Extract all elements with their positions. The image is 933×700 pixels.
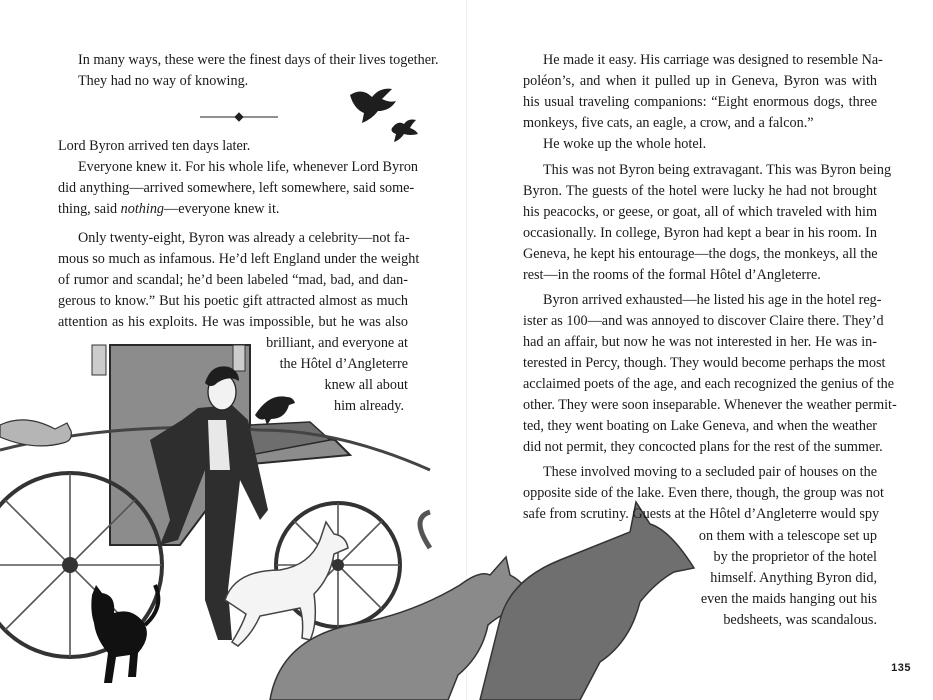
paragraph-line: Byron. The guests of the hotel were lucky he had not brought <box>523 183 877 199</box>
paragraph-line: attention as his exploits. He was impossible, but he was also <box>58 314 408 330</box>
paragraph-line: him already. <box>334 398 404 414</box>
paragraph-line: had an affair, but now he was not interested in her. He was in- <box>523 334 877 350</box>
left-page <box>0 0 466 700</box>
paragraph-line: opposite side of the lake. Even there, though, the group was not <box>523 485 884 501</box>
paragraph-line: bedsheets, was scandalous. <box>723 612 877 628</box>
paragraph-line: did not permit, they concocted plans for the rest of the summer. <box>523 439 883 455</box>
emphasis-text: nothing <box>120 201 165 217</box>
paragraph-line: his peacocks, or geese, or goat, all of which traveled with him <box>523 204 877 220</box>
paragraph-line: Geneva, he kept his entourage—the dogs, the monkeys, all the <box>523 246 878 262</box>
paragraph-line: rest—in the rooms of the formal Hôtel d’Angleterre. <box>523 267 821 283</box>
paragraph-line: Byron arrived exhausted—he listed his age in the hotel reg- <box>543 292 882 308</box>
paragraph-line: knew all about <box>324 377 408 393</box>
paragraph-line: They had no way of knowing. <box>78 73 249 89</box>
paragraph-line: occasionally. In college, Byron had kept a bear in his room. In <box>523 225 877 241</box>
paragraph-line: ister as 100—and was annoyed to discover Claire there. They’d <box>523 313 884 329</box>
paragraph-line: safe from scrutiny. Guests at the Hôtel d’Angleterre would spy <box>523 506 880 522</box>
paragraph-line: other. They were soon inseparable. Whenever the weather permit- <box>523 397 897 413</box>
paragraph-line: by the proprietor of the hotel <box>713 549 877 565</box>
paragraph-line: gerous to know.” But his poetic gift attracted almost as much <box>58 293 408 309</box>
paragraph-line: In many ways, these were the finest days of their lives together. <box>78 52 439 68</box>
paragraph-line <box>58 199 408 220</box>
paragraph-line: of rumor and scandal; he’d been labeled “mad, bad, and dan- <box>58 272 408 288</box>
paragraph-line: his usual traveling companions: “Eight enormous dogs, three <box>523 94 877 110</box>
text-span: —everyone knew it. <box>164 201 280 217</box>
paragraph-line: did anything—arrived somewhere, left somewhere, said some- <box>58 180 415 196</box>
paragraph-line: terested in Percy, though. They would become perhaps the most <box>523 355 886 371</box>
paragraph-line: Lord Byron arrived ten days later. <box>58 138 251 154</box>
paragraph-line: mous so much as infamous. He’d left England under the weight <box>58 251 420 267</box>
paragraph-line: These involved moving to a secluded pair of houses on the <box>543 464 877 480</box>
paragraph-line: the Hôtel d’Angleterre <box>279 356 408 372</box>
paragraph-line: himself. Anything Byron did, <box>710 570 877 586</box>
paragraph-line: even the maids hanging out his <box>700 591 877 607</box>
text-span: thing, said <box>58 201 121 217</box>
paragraph-line: monkeys, five cats, an eagle, a crow, and a falcon.” <box>523 115 814 131</box>
paragraph-line: Everyone knew it. For his whole life, whenever Lord Byron <box>78 159 419 175</box>
paragraph-line: brilliant, and everyone at <box>266 335 408 351</box>
paragraph-line: acclaimed poets of the age, and each recognized the genius of the <box>523 376 895 392</box>
paragraph-line: He woke up the whole hotel. <box>543 136 707 152</box>
paragraph-line: This was not Byron being extravagant. This was Byron being <box>543 162 892 178</box>
page-number: 135 <box>891 662 911 674</box>
paragraph-line: poléon’s, and when it pulled up in Geneva, Byron was with <box>523 73 877 89</box>
paragraph-line: He made it easy. His carriage was designed to resemble Na- <box>543 52 883 68</box>
paragraph-line: Only twenty-eight, Byron was already a celebrity—not fa- <box>78 230 410 246</box>
paragraph-line: ted, they went boating on Lake Geneva, and when the weather <box>523 418 877 434</box>
right-page <box>466 0 933 700</box>
paragraph-line: on them with a telescope set up <box>698 528 877 544</box>
